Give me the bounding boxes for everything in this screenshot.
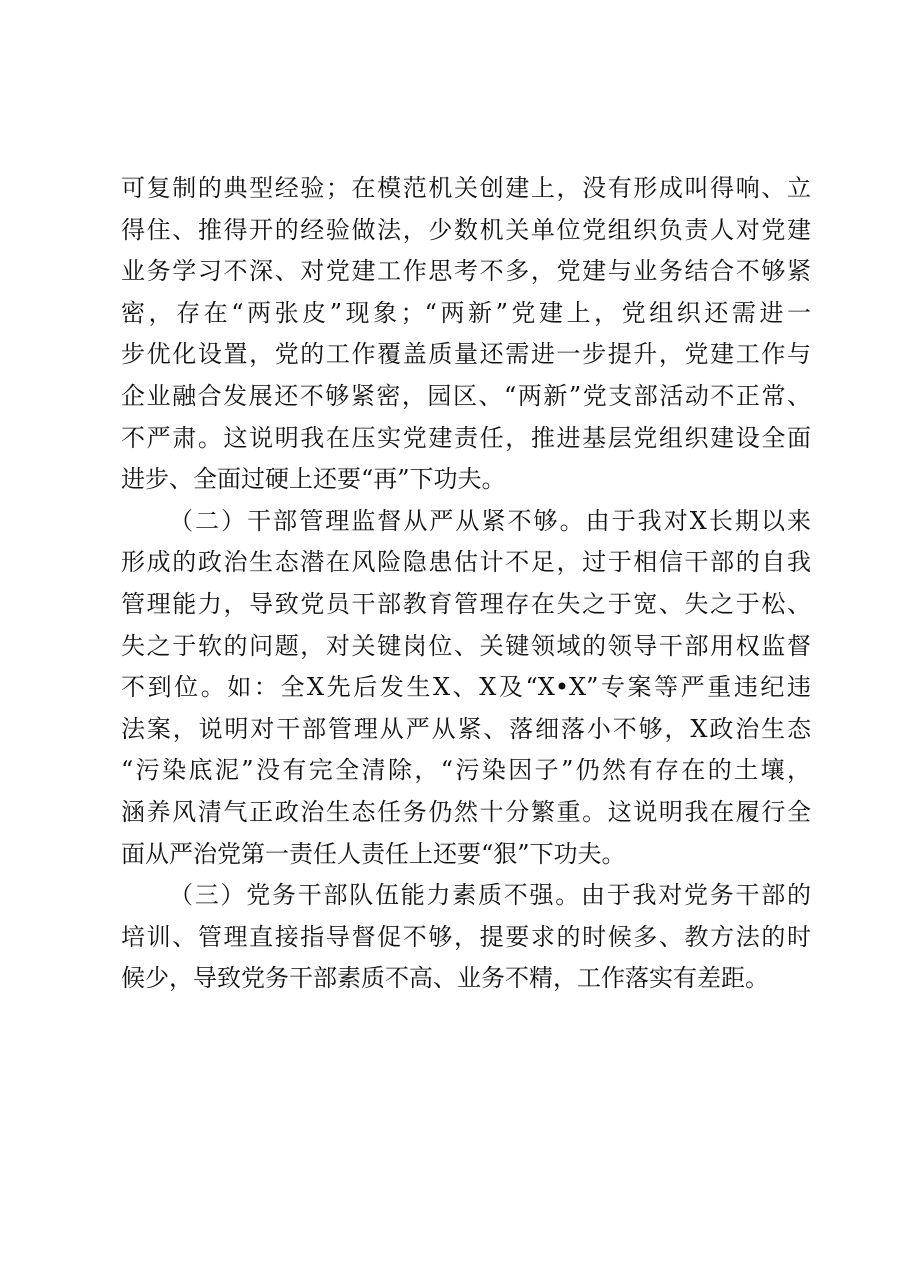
text-line: 业务学习不深、对党建工作思考不多，党建与业务结合不够紧 xyxy=(121,257,811,286)
text-line: 候少，导致党务干部素质不高、业务不精，工作落实有差距。 xyxy=(121,964,769,993)
text-line: 可复制的典型经验；在模范机关创建上，没有形成叫得响、立 xyxy=(121,174,811,202)
text-line: 不到位。如：全X先后发生X、X及“X•X”专案等严重违纪违 xyxy=(121,673,811,702)
text-line: 密，存在“两张皮”现象；“两新”党建上，党组织还需进一 xyxy=(121,298,811,327)
text-line: 管理能力，导致党员干部教育管理存在失之于宽、失之于松、 xyxy=(121,589,811,618)
text-line: 不严肃。这说明我在压实党建责任，推进基层党组织建设全面 xyxy=(121,423,811,452)
text-line: （二）干部管理监督从严从紧不够。由于我对X长期以来 xyxy=(169,506,811,535)
text-line: 法案，说明对干部管理从严从紧、落细落小不够，X政治生态 xyxy=(121,714,811,743)
text-line: （三）党务干部队伍能力素质不强。由于我对党务干部的 xyxy=(169,881,811,910)
text-line: 失之于软的问题，对关键岗位、关键领域的领导干部用权监督 xyxy=(121,631,811,660)
paragraph-2 xyxy=(121,501,811,875)
text-line: 涵养风清气正政治生态任务仍然十分繁重。这说明我在履行全 xyxy=(121,797,811,826)
text-line: 步优化设置，党的工作覆盖质量还需进一步提升，党建工作与 xyxy=(121,340,811,369)
body-text xyxy=(121,168,811,1000)
paragraph-3 xyxy=(121,875,811,1000)
text-line: 得住、推得开的经验做法，少数机关单位党组织负责人对党建 xyxy=(121,215,811,244)
text-line: 形成的政治生态潜在风险隐患估计不足，过于相信干部的自我 xyxy=(121,548,811,577)
text-line: 培训、管理直接指导督促不够，提要求的时候多、教方法的时 xyxy=(121,922,811,951)
text-line: “污染底泥”没有完全清除，“污染因子”仍然有存在的土壤， xyxy=(121,756,811,785)
paragraph-1 xyxy=(121,168,811,501)
text-line: 进步、全面过硬上还要“再”下功夫。 xyxy=(121,465,506,494)
text-line: 面从严治党第一责任人责任上还要“狠”下功夫。 xyxy=(121,839,626,868)
text-line: 企业融合发展还不够紧密，园区、“两新”党支部活动不正常、 xyxy=(121,381,811,410)
